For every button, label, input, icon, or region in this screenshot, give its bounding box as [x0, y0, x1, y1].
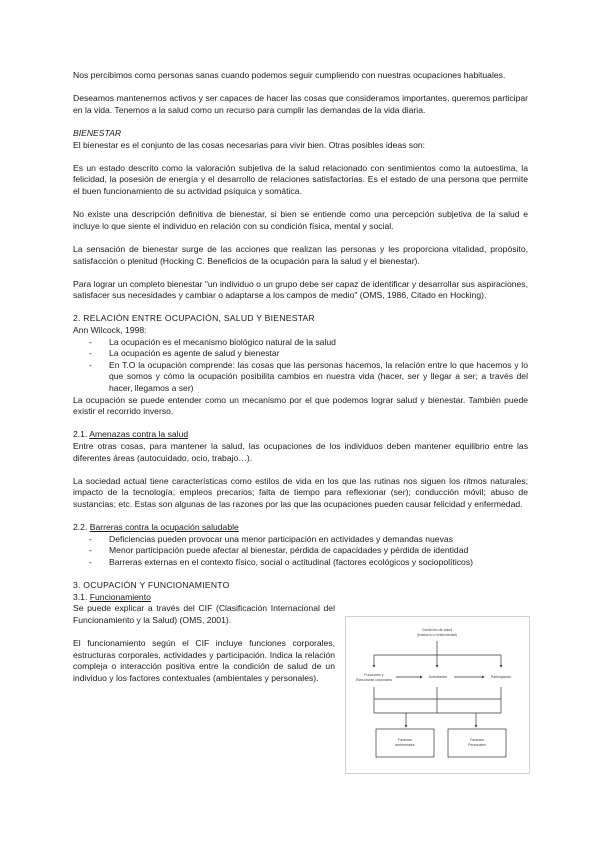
cif-diagram-svg [346, 617, 529, 773]
list-item: - Menor participación puede afectar al bienestar, pérdida de capacidades y pérdida de identidad [109, 545, 528, 557]
bienestar-paragraph-2: Es un estado descrito como la valoración subjetiva de la salud relacionado con sentimientos como la autoestima, la felicidad, la posesión de energía y el desarrollo de relaciones satisfactorias. Es el estado de una persona que permite el buen funcionamiento de su actividad psíquica y somática. [73, 162, 528, 196]
section-2-1-paragraph-2: La sociedad actual tiene características como estilos de vida en los que las rutinas nos siguen los ritmos naturales; impacto de la tecnología; empleos precarios; falta de tiempo para reflexionar (ser); conducción móvil; abuso de sustancias; etc. Estas son algunas de las razones por las que las ocupaciones pueden causar felicidad y enfermedad. [73, 475, 528, 509]
diagram-bottom-left-label-1: Factores [398, 737, 412, 742]
diagram-left-label-1: Funciones y [364, 672, 384, 677]
section-2-1-number: 2.1. [73, 429, 88, 440]
diagram-top-label-1: Condición de salud [421, 627, 453, 632]
intro-paragraph-1: Nos percibimos como personas sanas cuando podemos seguir cumpliendo con nuestras ocupaciones habituales. [73, 70, 506, 80]
list-item: - Deficiencias pueden provocar una menor participación en actividades y demandas nuevas [109, 534, 528, 546]
section-2-2-title: Barreras contra la ocupación saludable [89, 522, 239, 533]
bienestar-paragraph-1: El bienestar es el conjunto de las cosas necesarias para vivir bien. Otras posibles ideas son: [73, 139, 426, 150]
section-2-closing: La ocupación se puede entender como un mecanismo por el que podemos lograr salud y bienestar. También puede existir el recorrido inverso. [73, 394, 528, 417]
section-2-2-number: 2.2. [73, 522, 88, 533]
diagram-top-label-2: (trastorno o enfermedad) [417, 632, 457, 637]
bienestar-paragraph-3: No existe una descripción definitiva de bienestar, si bien se entiende como una percepción subjetiva de la salud e incluye lo que siente el individuo en relación con su condición física, mental y social. [73, 209, 528, 231]
bienestar-heading: BIENESTAR [73, 127, 122, 138]
bienestar-paragraph-4: La sensación de bienestar surge de las acciones que realizan las personas y les proporciona vitalidad, propósito, satisfacción o plenitud (Hocking C. Beneficios de la ocupación para la salud y el bienestar). [73, 243, 528, 266]
cif-diagram [345, 616, 530, 774]
list-item: - Barreras externas en el contexto físico, social o actitudinal (factores ecológicos y sociopolíticos) [109, 557, 528, 569]
section-2-list [73, 337, 528, 395]
diagram-middle-label: Actividades [428, 674, 448, 679]
diagram-bottom-left-label-2: ambientales [395, 742, 415, 747]
bienestar-paragraph-5: Para lograr un completo bienestar "un individuo o un grupo debe ser capaz de identificar y desarrollar sus aspiraciones, satisfacer sus necesidades y cambiar o adaptarse a los campos de medio" (OMS, 1986, Citado en Hocking). [73, 278, 528, 301]
section-3-1-heading [73, 592, 335, 604]
section-2-2-list [73, 534, 528, 569]
list-item: - La ocupación es agente de salud y bienestar [109, 348, 528, 360]
diagram-right-label: Participación [490, 674, 512, 679]
section-3-1-paragraph-2: El funcionamiento según el CIF incluye funciones corporales, estructuras corporales, actividades y participación. Indica la relación compleja o interacción positiva entre la condición de salud de un individuo y los factores contextuales (ambientales y personales). [73, 638, 335, 683]
diagram-bottom-right-label-1: Factores [470, 737, 484, 742]
diagram-left-label-2: Estructuras corporales [356, 677, 392, 682]
section-2-author: Ann Wilcock, 1998: [73, 325, 147, 336]
section-3-1-title: Funcionamiento [89, 591, 151, 602]
section-2-1-paragraph-1: Entre otras cosas, para mantener la salud, las ocupaciones de los individuos deben mantener equilibrio entre las diferentes áreas (autocuidado, ocio, trabajo…). [73, 441, 528, 463]
section-2-heading: 2. RELACIÓN ENTRE OCUPACIÓN, SALUD Y BIENESTAR [73, 313, 315, 324]
section-2-1-title: Amenazas contra la salud [89, 429, 189, 440]
document-page [73, 70, 528, 747]
section-2-2-heading [73, 522, 528, 534]
section-2-1-heading [73, 429, 528, 441]
intro-paragraph-2: Deseamos mantenernos activos y ser capaces de hacer las cosas que consideramos importantes, queremos participar en la vida. Tenemos a la salud como un recurso para cumplir las demandas de la vida diaria. [73, 93, 528, 115]
list-item: - La ocupación es el mecanismo biológico natural de la salud [109, 337, 528, 349]
diagram-bottom-right-label-2: Personales [468, 742, 486, 747]
section-3-1-paragraph-1: Se puede explicar a través del CIF (Clasificación Internacional del Funcionamiento y la Salud) (OMS, 2001). [73, 603, 335, 625]
section-3-1-number: 3.1. [73, 591, 88, 602]
list-item: - En T.O la ocupación comprende: las cosas que las personas hacemos, la relación entre lo que hacemos y lo que somos y cómo la ocupación posibilita cambios en nuestra vida (hacer, ser y llegar a ser; a través del hacer, llegamos a ser) [109, 360, 528, 395]
section-3-heading: 3. OCUPACIÓN Y FUNCIONAMIENTO [73, 580, 230, 591]
